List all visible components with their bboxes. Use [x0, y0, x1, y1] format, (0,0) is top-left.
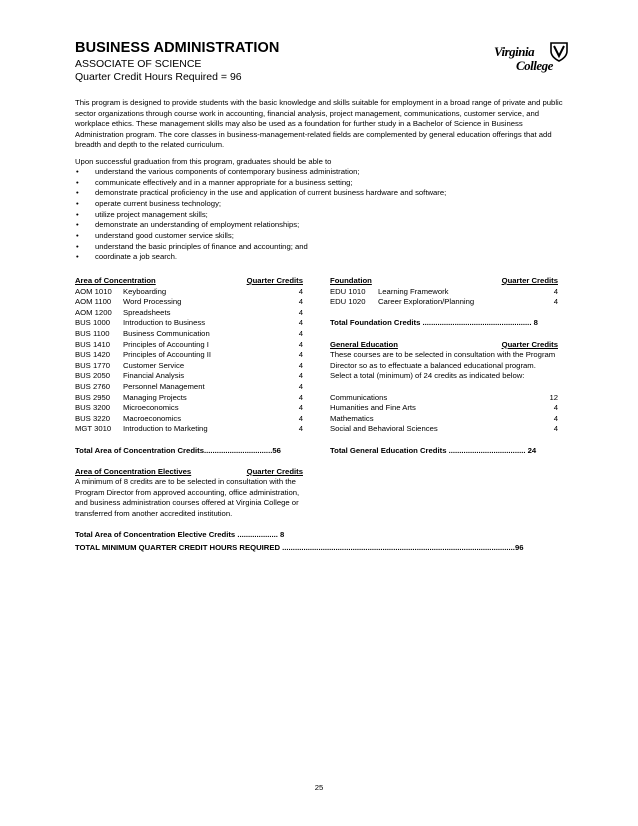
course-row: [75, 414, 303, 425]
bullet-icon: •: [76, 198, 79, 208]
course-code: AOM 1010: [75, 286, 112, 296]
course-name: Financial Analysis: [123, 371, 185, 381]
course-code: BUS 1100: [75, 328, 110, 338]
course-code: BUS 1000: [75, 318, 111, 328]
gened-area-name: Social and Behavioral Sciences: [330, 424, 438, 434]
course-code: MGT 3010: [75, 424, 112, 434]
course-name: Career Exploration/Planning: [378, 297, 475, 307]
course-code: EDU 1020: [330, 297, 366, 307]
course-credits: 4: [298, 371, 303, 381]
bullet-icon: •: [76, 209, 79, 219]
course-name: Macroeconomics: [123, 413, 182, 423]
v-shield-icon: [550, 42, 568, 62]
course-credits: 4: [298, 307, 303, 317]
course-row: [75, 287, 303, 298]
foundation-header: [330, 276, 558, 287]
grand-total: TOTAL MINIMUM QUARTER CREDIT HOURS REQUIRED .............................................................................................................96: [75, 543, 524, 552]
list-item: • operate current business technology;: [76, 198, 222, 208]
bullet-icon: •: [76, 188, 79, 198]
gened-header: [330, 340, 558, 351]
concentration-heading: Area of Concentration: [75, 276, 156, 285]
course-row: [75, 350, 303, 361]
course-credits: 4: [298, 328, 303, 338]
list-item: • coordinate a job search.: [76, 252, 178, 262]
list-item: • utilize project management skills;: [76, 209, 208, 219]
course-row: [75, 318, 303, 329]
gened-area-credits: 4: [553, 403, 558, 413]
concentration-total: Total Area of Concentration Credits................................56: [75, 445, 281, 455]
electives-header: [75, 467, 303, 478]
course-code: BUS 1770: [75, 360, 111, 370]
gened-total: Total General Education Credits .................................... 24: [330, 445, 537, 455]
list-item: • demonstrate an understanding of employment relationships;: [76, 220, 300, 230]
outcomes-list: [75, 167, 446, 263]
gened-area-name: Mathematics: [330, 413, 374, 423]
course-name: Introduction to Marketing: [123, 424, 208, 434]
course-name: Principles of Accounting I: [123, 339, 209, 349]
course-credits: 4: [553, 286, 558, 296]
gened-area-row: [330, 403, 558, 414]
course-credits: 4: [298, 339, 303, 349]
course-code: BUS 3220: [75, 413, 111, 423]
virginia-college-logo: [494, 42, 572, 78]
course-name: Word Processing: [123, 297, 182, 307]
program-description: This program is designed to provide students with the basic knowledge and skills suitable for employment in a broad range of private and public sector organizations through course work in accounting, financial analysis, project management, communications, customer service, and workplace ethics. These management skills may also be used as a foundation for further study in a Bachelor of Science in Business Administration program. The core classes in business-management-related fields are complemented by general education offerings that add breadth and depth to the related curriculum.: [75, 98, 563, 150]
logo-word-college: College: [516, 58, 553, 73]
credit-hours-required: Quarter Credit Hours Required = 96: [75, 71, 242, 83]
course-row: [75, 371, 303, 382]
gened-area-row: [330, 424, 558, 435]
degree-type: ASSOCIATE OF SCIENCE: [75, 58, 202, 70]
course-code: BUS 3200: [75, 403, 111, 413]
gened-area-list: [330, 393, 558, 435]
gened-area-row: [330, 393, 558, 404]
course-row: [75, 424, 303, 435]
course-row: [75, 308, 303, 319]
course-name: Business Communication: [123, 328, 210, 338]
course-code: AOM 1100: [75, 297, 112, 307]
course-row: [75, 297, 303, 308]
course-row: [75, 393, 303, 404]
list-item: • understand the various components of contemporary business administration;: [76, 167, 360, 176]
course-name: Personnel Management: [123, 381, 205, 391]
course-row: [330, 297, 558, 308]
page-number: 25: [314, 783, 324, 792]
concentration-column: [75, 276, 303, 541]
course-name: Managing Projects: [123, 392, 187, 402]
program-title: BUSINESS ADMINISTRATION: [75, 40, 280, 56]
gened-credits-heading: Quarter Credits: [501, 339, 558, 349]
course-code: BUS 1410: [75, 339, 111, 349]
bullet-icon: •: [76, 220, 79, 230]
course-name: Learning Framework: [378, 286, 449, 296]
course-code: AOM 1200: [75, 307, 112, 317]
course-credits: 4: [298, 381, 303, 391]
gened-area-credits: 4: [553, 413, 558, 423]
course-credits: 4: [553, 297, 558, 307]
electives-credits-heading: Quarter Credits: [246, 466, 303, 476]
course-row: [75, 361, 303, 372]
outcomes-lead: Upon successful graduation from this program, graduates should be able to: [75, 157, 332, 166]
course-credits: 4: [298, 413, 303, 423]
course-credits: 4: [298, 403, 303, 413]
course-name: Customer Service: [123, 360, 185, 370]
list-item: • understand good customer service skills;: [76, 230, 234, 240]
course-name: Keyboarding: [123, 286, 167, 296]
course-code: BUS 2950: [75, 392, 111, 402]
electives-total: Total Area of Concentration Elective Credits ................... 8: [75, 530, 285, 540]
course-row: [75, 340, 303, 351]
course-row: [75, 403, 303, 414]
course-name: Introduction to Business: [123, 318, 206, 328]
course-credits: 4: [298, 424, 303, 434]
electives-heading: Area of Concentration Electives: [75, 466, 192, 476]
course-row: [330, 287, 558, 298]
gened-area-credits: 4: [553, 424, 558, 434]
course-credits: 4: [298, 318, 303, 328]
course-code: BUS 2050: [75, 371, 111, 381]
bullet-icon: •: [76, 167, 79, 176]
course-credits: 4: [298, 286, 303, 296]
foundation-credits-heading: Quarter Credits: [501, 276, 558, 285]
concentration-course-list: [75, 287, 303, 435]
course-row: [75, 329, 303, 340]
course-credits: 4: [298, 297, 303, 307]
course-credits: 4: [298, 360, 303, 370]
gened-area-credits: 12: [549, 392, 558, 402]
course-code: BUS 2760: [75, 381, 111, 391]
list-item: • communicate effectively and in a manner appropriate for a business setting;: [76, 177, 353, 187]
list-item: • understand the basic principles of finance and accounting; and: [76, 241, 308, 251]
course-name: Principles of Accounting II: [123, 350, 212, 360]
concentration-header: [75, 276, 303, 287]
gened-area-name: Humanities and Fine Arts: [330, 403, 416, 413]
bullet-icon: •: [76, 252, 79, 262]
foundation-gened-column: [330, 276, 558, 456]
logo-word-virginia: Virginia: [494, 44, 535, 59]
course-credits: 4: [298, 350, 303, 360]
concentration-credits-heading: Quarter Credits: [246, 276, 303, 285]
course-credits: 4: [298, 392, 303, 402]
bullet-icon: •: [76, 241, 79, 251]
electives-description: A minimum of 8 credits are to be selected in consultation with the Program Director from approved accounting, office administration, and business administration courses offered at Virginia College or transferred from another accredited institution.: [75, 477, 300, 519]
course-name: Spreadsheets: [123, 307, 171, 317]
list-item: • demonstrate practical proficiency in the use and application of current business hardware and software;: [76, 188, 447, 198]
gened-area-row: [330, 414, 558, 425]
foundation-total: Total Foundation Credits ................................................... 8: [330, 318, 538, 328]
course-row: [75, 382, 303, 393]
course-name: Microeconomics: [123, 403, 179, 413]
course-code: BUS 1420: [75, 350, 111, 360]
gened-area-name: Communications: [330, 392, 388, 402]
course-code: EDU 1010: [330, 286, 366, 296]
bullet-icon: •: [76, 177, 79, 187]
gened-heading: General Education: [330, 339, 398, 349]
foundation-course-list: [330, 287, 558, 308]
gened-description: These courses are to be selected in consultation with the Program Director so as to effectuate a balanced educational program. Select a total (minimum) of 24 credits as indicated below:: [330, 350, 556, 381]
bullet-icon: •: [76, 230, 79, 240]
foundation-heading: Foundation: [330, 276, 372, 285]
